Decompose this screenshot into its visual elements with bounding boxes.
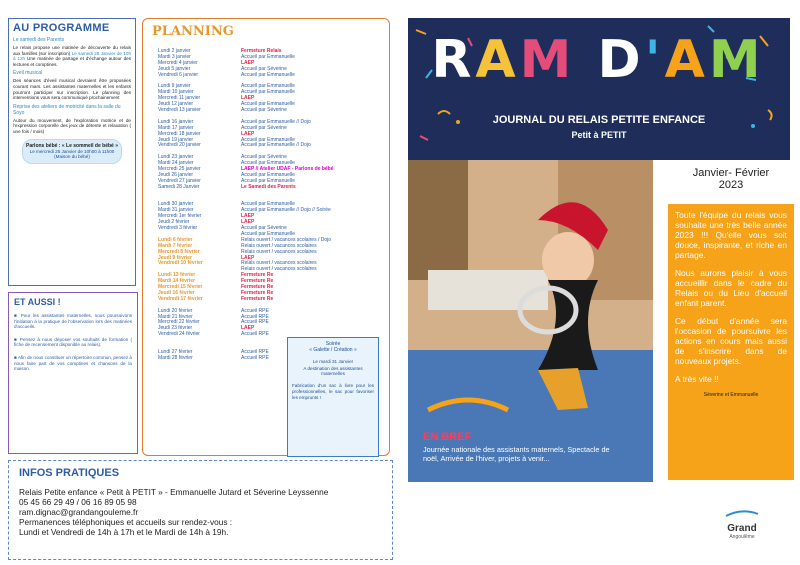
planning-day: Jeudi 19 janvier [158,136,194,143]
planning-day: Samedi 28 Janvier [158,183,200,190]
planning-activity: Relais ouvert / vacances scolaires [241,260,317,267]
infos-line: Lundi et Vendredi de 14h à 17h et le Mardi de 14h à 19h. [19,527,229,537]
eveil-text: Des séances d'éveil musical devraient être proposées courant mars. Les assistantes maternelles et les enfants pourront participer sur inscription. Le planning des interventions vous sera communiqué prochainement [13,78,131,101]
planning-day: Jeudi 9 février [158,254,192,261]
message-paragraph: Ce début d'année sera l'occasion de poursuivre les actions en cours mais aussi de s'inscrire dans de nouveaux projets. [675,316,787,366]
aussi-item: ■ Afin de nous constituer un répertoire commun, pensez à nous faire part de vos comptines et chansons de la maison. [14,354,132,372]
grand-angouleme-logo: Grand Angoulême [712,505,772,540]
planning-day: Mardi 21 février [158,313,193,320]
parlons-bebe-box [22,139,122,164]
soiree-date: Le mardi 31 Janvier [312,359,354,364]
planning-activity: Relais ouvert / vacances scolaires [241,248,317,255]
planning-day: Mercredi 25 janvier [158,166,201,172]
planning-activity: Accueil par Séverine [241,107,287,113]
planning-activity: Fermeture Re [241,295,274,302]
planning-activity: Accueil par Séverine [241,65,287,72]
planning-day: Lundi 13 février [158,272,196,279]
infos-line: Relais Petite enfance « Petit à PETIT » - Emmanuelle Jutard et Séverine Leyssenne [19,487,329,497]
planning-day: Vendredi 17 février [158,295,203,302]
planning-activity: Accueil RPE [241,331,269,338]
planning-day: Vendredi 3 février [158,225,198,231]
infos-title: INFOS PRATIQUES [19,467,120,479]
soiree-audience: A destination des assistantes maternelles [303,365,363,377]
infos-phone: 05 45 66 29 49 / 06 16 89 05 98 [19,497,137,507]
soiree-box [287,337,379,457]
planning-activity: Accueil par Séverine [241,225,287,231]
planning-day: Vendredi 20 janvier [158,142,201,149]
planning-day: Mercredi 22 février [158,319,200,326]
planning-day: Vendredi 13 janvier [158,107,201,113]
planning-activity: Fermeture Relais [241,48,282,54]
message-signature: Séverine et Emmanuelle [703,392,759,398]
samedi-text: Le relais propose une matinée de découverte du relais aux familles (sur inscription) Le samedi 28 Janvier de 10h à 12h Une matinée de partage et d'échange autour des lectures et comptines. [13,45,132,67]
planning-day: Mardi 7 février [158,242,193,249]
planning-day: Mardi 31 janvier [158,207,194,214]
planning-activity: Accueil par Emmanuelle [241,136,295,143]
planning-day: Lundi 30 janvier [158,201,194,208]
planning-day: Jeudi 2 février [158,219,190,226]
message-paragraph: Nous aurons plaisir à vous accueillir dans le cadre du Relais ou du Lieu d'accueil enfant parent. [675,268,787,308]
planning-activity: Accueil par Emmanuelle [241,83,295,90]
parlons-bebe-place: (Maison du bébé) [54,154,90,160]
planning-day: Mardi 14 février [158,278,195,285]
planning-day: Lundi 6 février [158,236,193,243]
planning-day: Mercredi 18 janvier [158,130,201,137]
infos-pratiques-box [8,460,393,560]
soiree-text: Fabrication d'un sac à livre pour les professionnelles, le sac pour favoriser les emprunts ! [292,382,374,400]
planning-title: PLANNING [152,24,234,39]
planning-day: Mercredi 4 janvier [158,59,198,66]
et-aussi-title: ET AUSSI ! [14,297,61,307]
planning-activity: LAEP [241,325,255,332]
planning-day: Vendredi 24 février [158,331,200,338]
ramdam-logo: RAM D'AM [431,30,765,90]
planning-activity: Accueil par Emmanuelle [241,230,295,237]
planning-activity: LAEP [241,213,255,220]
planning-activity: Accueil par Séverine [241,154,287,161]
planning-day: Mercredi 8 février [158,248,200,255]
planning-activity: Accueil RPE [241,348,269,355]
reprise-text: Autour du mouvement, de l'exploration motrice et de l'expression corporelle des jeux de détente et relaxation ( une fois / mois) [13,117,131,134]
planning-day: Mercredi 15 février [158,284,203,290]
planning-activity: Accueil par Emmanuelle [241,201,295,208]
message-paragraph: Toute l'équipe du relais vous souhaite une très belle année 2023 !!! Qu'elle vous soit douce, inspirante, et riche en partage. [675,210,787,260]
planning-day: Vendredi 10 février [158,260,203,267]
planning-day: Lundi 9 janvier [158,83,191,90]
en-bref-title: EN BREF [423,431,472,443]
planning-day: Jeudi 26 janvier [158,171,194,178]
planning-activity: Accueil RPE [241,313,269,320]
planning-activity: Le Samedi des Parents [241,183,296,190]
planning-day: Jeudi 12 janvier [158,101,194,108]
infos-email[interactable]: ram.dignac@grandangouleme.fr [19,507,139,517]
planning-day: Jeudi 5 janvier [158,65,191,72]
planning-day: Mercredi 11 janvier [158,95,201,102]
planning-day: Mardi 24 janvier [158,160,194,167]
planning-day: Mardi 3 janvier [158,53,191,60]
et-aussi-box [8,292,138,454]
logo-swoosh-icon [722,508,762,518]
planning-day: Jeudi 16 février [158,289,195,296]
planning-activity: LAEP [241,130,255,137]
planning-day: Vendredi 6 janvier [158,71,199,78]
en-bref-text: Journée nationale des assistants maternels, Spectacle de noël, Arrivée de l'hiver, projets à venir... [423,445,610,463]
planning-activity: Accueil par Emmanuelle [241,71,295,78]
planning-activity: Accueil par Emmanuelle // Dojo // Soirée [241,207,331,214]
planning-activity: Accueil par Emmanuelle // Dojo [241,118,311,125]
planning-day: Mardi 28 février [158,354,193,361]
planning-activity: LAEP [241,254,255,261]
parlons-bebe-title: Parlons bébé : « Le sommeil de bébé » [26,142,118,149]
planning-day: Mardi 17 janvier [158,124,194,131]
aussi-item: ■ Pensez à nous déposer vos souhaits de formation ( fiche de recensement disponible au relais). [14,336,132,348]
planning-activity: Accueil RPE [241,319,269,326]
infos-line: Permanences téléphoniques et accueils sur rendez-vous : [19,517,233,527]
relais-name: Petit à PETIT [571,130,627,140]
programme-title: AU PROGRAMME [13,22,110,34]
planning-activity: Accueil par Emmanuelle [241,89,295,96]
planning-activity: LAEP [241,59,255,66]
planning-day: Lundi 20 février [158,307,193,314]
planning-day: Jeudi 23 février [158,325,193,332]
planning-activity: Fermeture Re [241,289,274,296]
journal-subtitle: JOURNAL DU RELAIS PETITE ENFANCE [492,114,706,126]
message-paragraph: A très vite !! [675,374,719,384]
planning-activity: LAEP [241,219,255,226]
samedi-title: Le samedi des Parents [13,37,65,43]
planning-activity: Fermeture Re [241,272,274,279]
planning-activity: LAEP [241,95,255,102]
planning-activity: Accueil par Emmanuelle [241,171,295,178]
soiree-subtitle: « Galette / Création » [309,347,357,353]
eveil-title: Éveil musical [13,70,43,77]
planning-activity: Fermeture Re [241,278,274,285]
parlons-bebe-date: Le mercredi 25 Janvier de 10h00 à 11h00 [29,148,115,154]
planning-activity: Fermeture Re [241,284,274,290]
planning-activity: Accueil par Emmanuelle [241,160,295,167]
planning-activity: LAEP // Atelier UDAF - Parlons de bébé [241,166,334,172]
planning-activity: Accueil par Emmanuelle [241,101,295,108]
planning-day: Lundi 2 janvier [158,48,191,54]
planning-activity: Accueil par Séverine [241,124,287,131]
planning-activity: Relais ouvert / vacances scolaires [241,242,317,249]
planning-activity: Relais ouvert / vacances scolaires / Dojo [241,236,332,243]
planning-day: Vendredi 27 janvier [158,177,201,184]
programme-box [8,18,136,286]
planning-activity: Accueil par Emmanuelle [241,53,295,60]
planning-day: Lundi 23 janvier [158,154,194,161]
planning-activity: Accueil RPE [241,307,269,314]
issue-date: Janvier- Février 2023 [692,167,770,191]
planning-day: Mardi 10 janvier [158,89,194,96]
aussi-item: ■ Pour les assistantes maternelles, nous poursuivons l'initiation à la pratique de l'observation lors des matinées d'accueils. [14,313,133,330]
planning-activity: Relais ouvert / vacances scolaires [241,266,317,273]
message-box [668,204,794,480]
planning-day: Lundi 16 janvier [158,118,194,125]
soiree-title: Soirée [325,341,341,347]
reprise-title: Reprise des ateliers de motricité dans la salle du Soyo [13,103,121,116]
planning-activity: Accueil par Emmanuelle // Dojo [241,142,311,149]
planning-day: Mercredi 1er février [158,213,202,220]
planning-activity: Accueil par Emmanuelle [241,177,295,184]
planning-day: Lundi 27 février [158,348,193,355]
planning-activity: Accueil RPE [241,354,269,361]
